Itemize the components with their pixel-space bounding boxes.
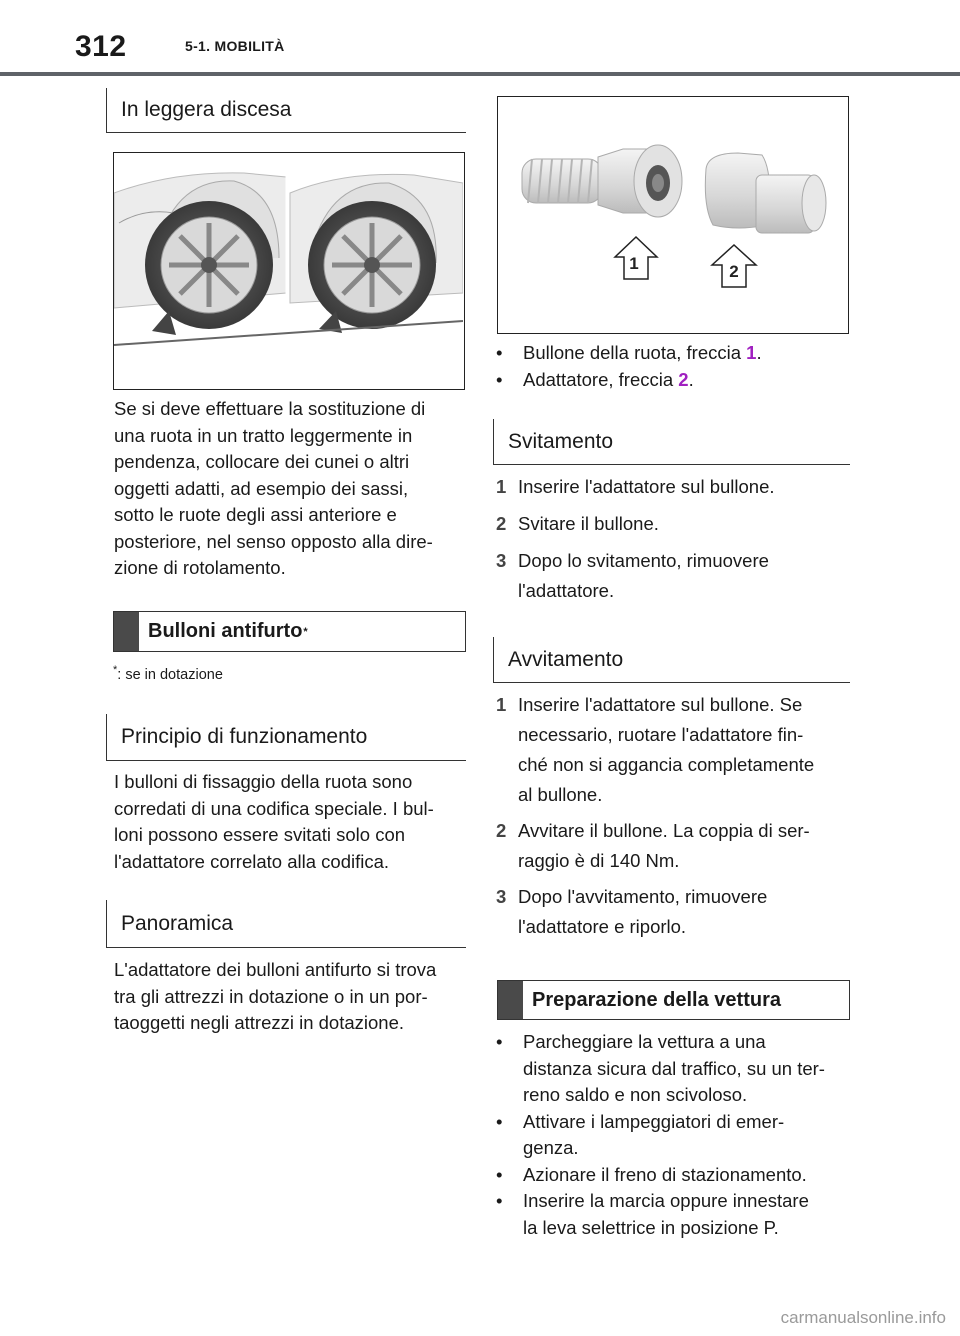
- list-item: • Adattatore, freccia 2.: [496, 368, 694, 390]
- svg-text:2: 2: [729, 262, 739, 281]
- footnote: *: se in dotazione: [113, 664, 223, 683]
- bolt-icon: [522, 145, 682, 217]
- steps-screw: [496, 690, 856, 942]
- heading-vehicle-preparation: Preparazione della vettura: [497, 980, 850, 1020]
- list-item: • Attivare i lampeggiatori di emer- genza.: [496, 1110, 785, 1158]
- steps-unscrew: [496, 472, 856, 606]
- step-item: 3 Dopo l'avvitamento, rimuovere l'adattatore e riporlo.: [496, 886, 768, 937]
- heading-screw: Avvitamento: [493, 637, 850, 683]
- figure-car-wheels-on-slope: [113, 152, 465, 390]
- heading-slope: [106, 88, 466, 133]
- paragraph-slope: Se si deve effettuare la sostituzione di una ruota in un tratto leggermente in pendenza, collocare dei cunei o altri oggetti adatti, ad esempio dei sassi, sotto le ruote degli assi anteriore e posteriore, nel senso opposto alla dire- zione di rotolamento.: [114, 398, 433, 578]
- heading-bar: [114, 612, 139, 651]
- heading-antitheft-bolts: Bulloni antifurto *: [113, 611, 466, 652]
- svg-text:1: 1: [629, 254, 639, 273]
- list-vehicle-preparation: [494, 1029, 854, 1241]
- list-item: • Bullone della ruota, freccia 1.: [496, 342, 762, 363]
- list-item: • Inserire la marcia oppure innestare la leva selettrice in posizione P.: [496, 1190, 809, 1238]
- header-rule: [0, 72, 960, 76]
- arrow-1-icon: [615, 237, 657, 279]
- step-item: 1 Inserire l'adattatore sul bullone.: [496, 476, 775, 497]
- heading-overview: Panoramica: [106, 900, 466, 948]
- paragraph-principle: I bulloni di fissaggio della ruota sono corredati di una codifica speciale. I bul- loni possono essere svitati solo con l'adattatore correlato alla codifica.: [114, 771, 434, 872]
- car-wheels-illustration: [114, 153, 463, 388]
- paragraph-overview: L'adattatore dei bulloni antifurto si trova tra gli attrezzi in dotazione o in un por- taoggetti negli attrezzi in dotazione.: [114, 959, 437, 1033]
- heading-bar: [498, 981, 523, 1019]
- page-number: 312: [75, 30, 127, 63]
- step-item: 3 Dopo lo svitamento, rimuovere l'adattatore.: [496, 550, 769, 601]
- step-item: 2 Avvitare il bullone. La coppia di ser- raggio è di 140 Nm.: [496, 820, 810, 871]
- list-item: • Azionare il freno di stazionamento.: [496, 1163, 807, 1185]
- figure-legend: [494, 340, 854, 393]
- arrow-2-icon: [712, 245, 756, 287]
- chapter-title: 5-1. MOBILITÀ: [185, 38, 285, 54]
- heading-principle: Principio di funzionamento: [106, 714, 466, 761]
- heading-slope-text: In leggera discesa: [121, 98, 292, 121]
- step-item: 2 Svitare il bullone.: [496, 513, 659, 534]
- figure-bolt-and-adapter: [497, 96, 849, 334]
- adapter-icon: [705, 153, 826, 233]
- heading-unscrew: Svitamento: [493, 419, 850, 465]
- bolt-adapter-illustration: [498, 97, 847, 332]
- watermark: carmanualsonline.info: [780, 1308, 946, 1327]
- list-item: • Parcheggiare la vettura a una distanza sicura dal traffico, su un ter- reno saldo e non scivoloso.: [496, 1031, 825, 1105]
- step-item: 1 Inserire l'adattatore sul bullone. Se necessario, ruotare l'adattatore fin- ché non si aggancia completamente al bullone.: [496, 694, 815, 805]
